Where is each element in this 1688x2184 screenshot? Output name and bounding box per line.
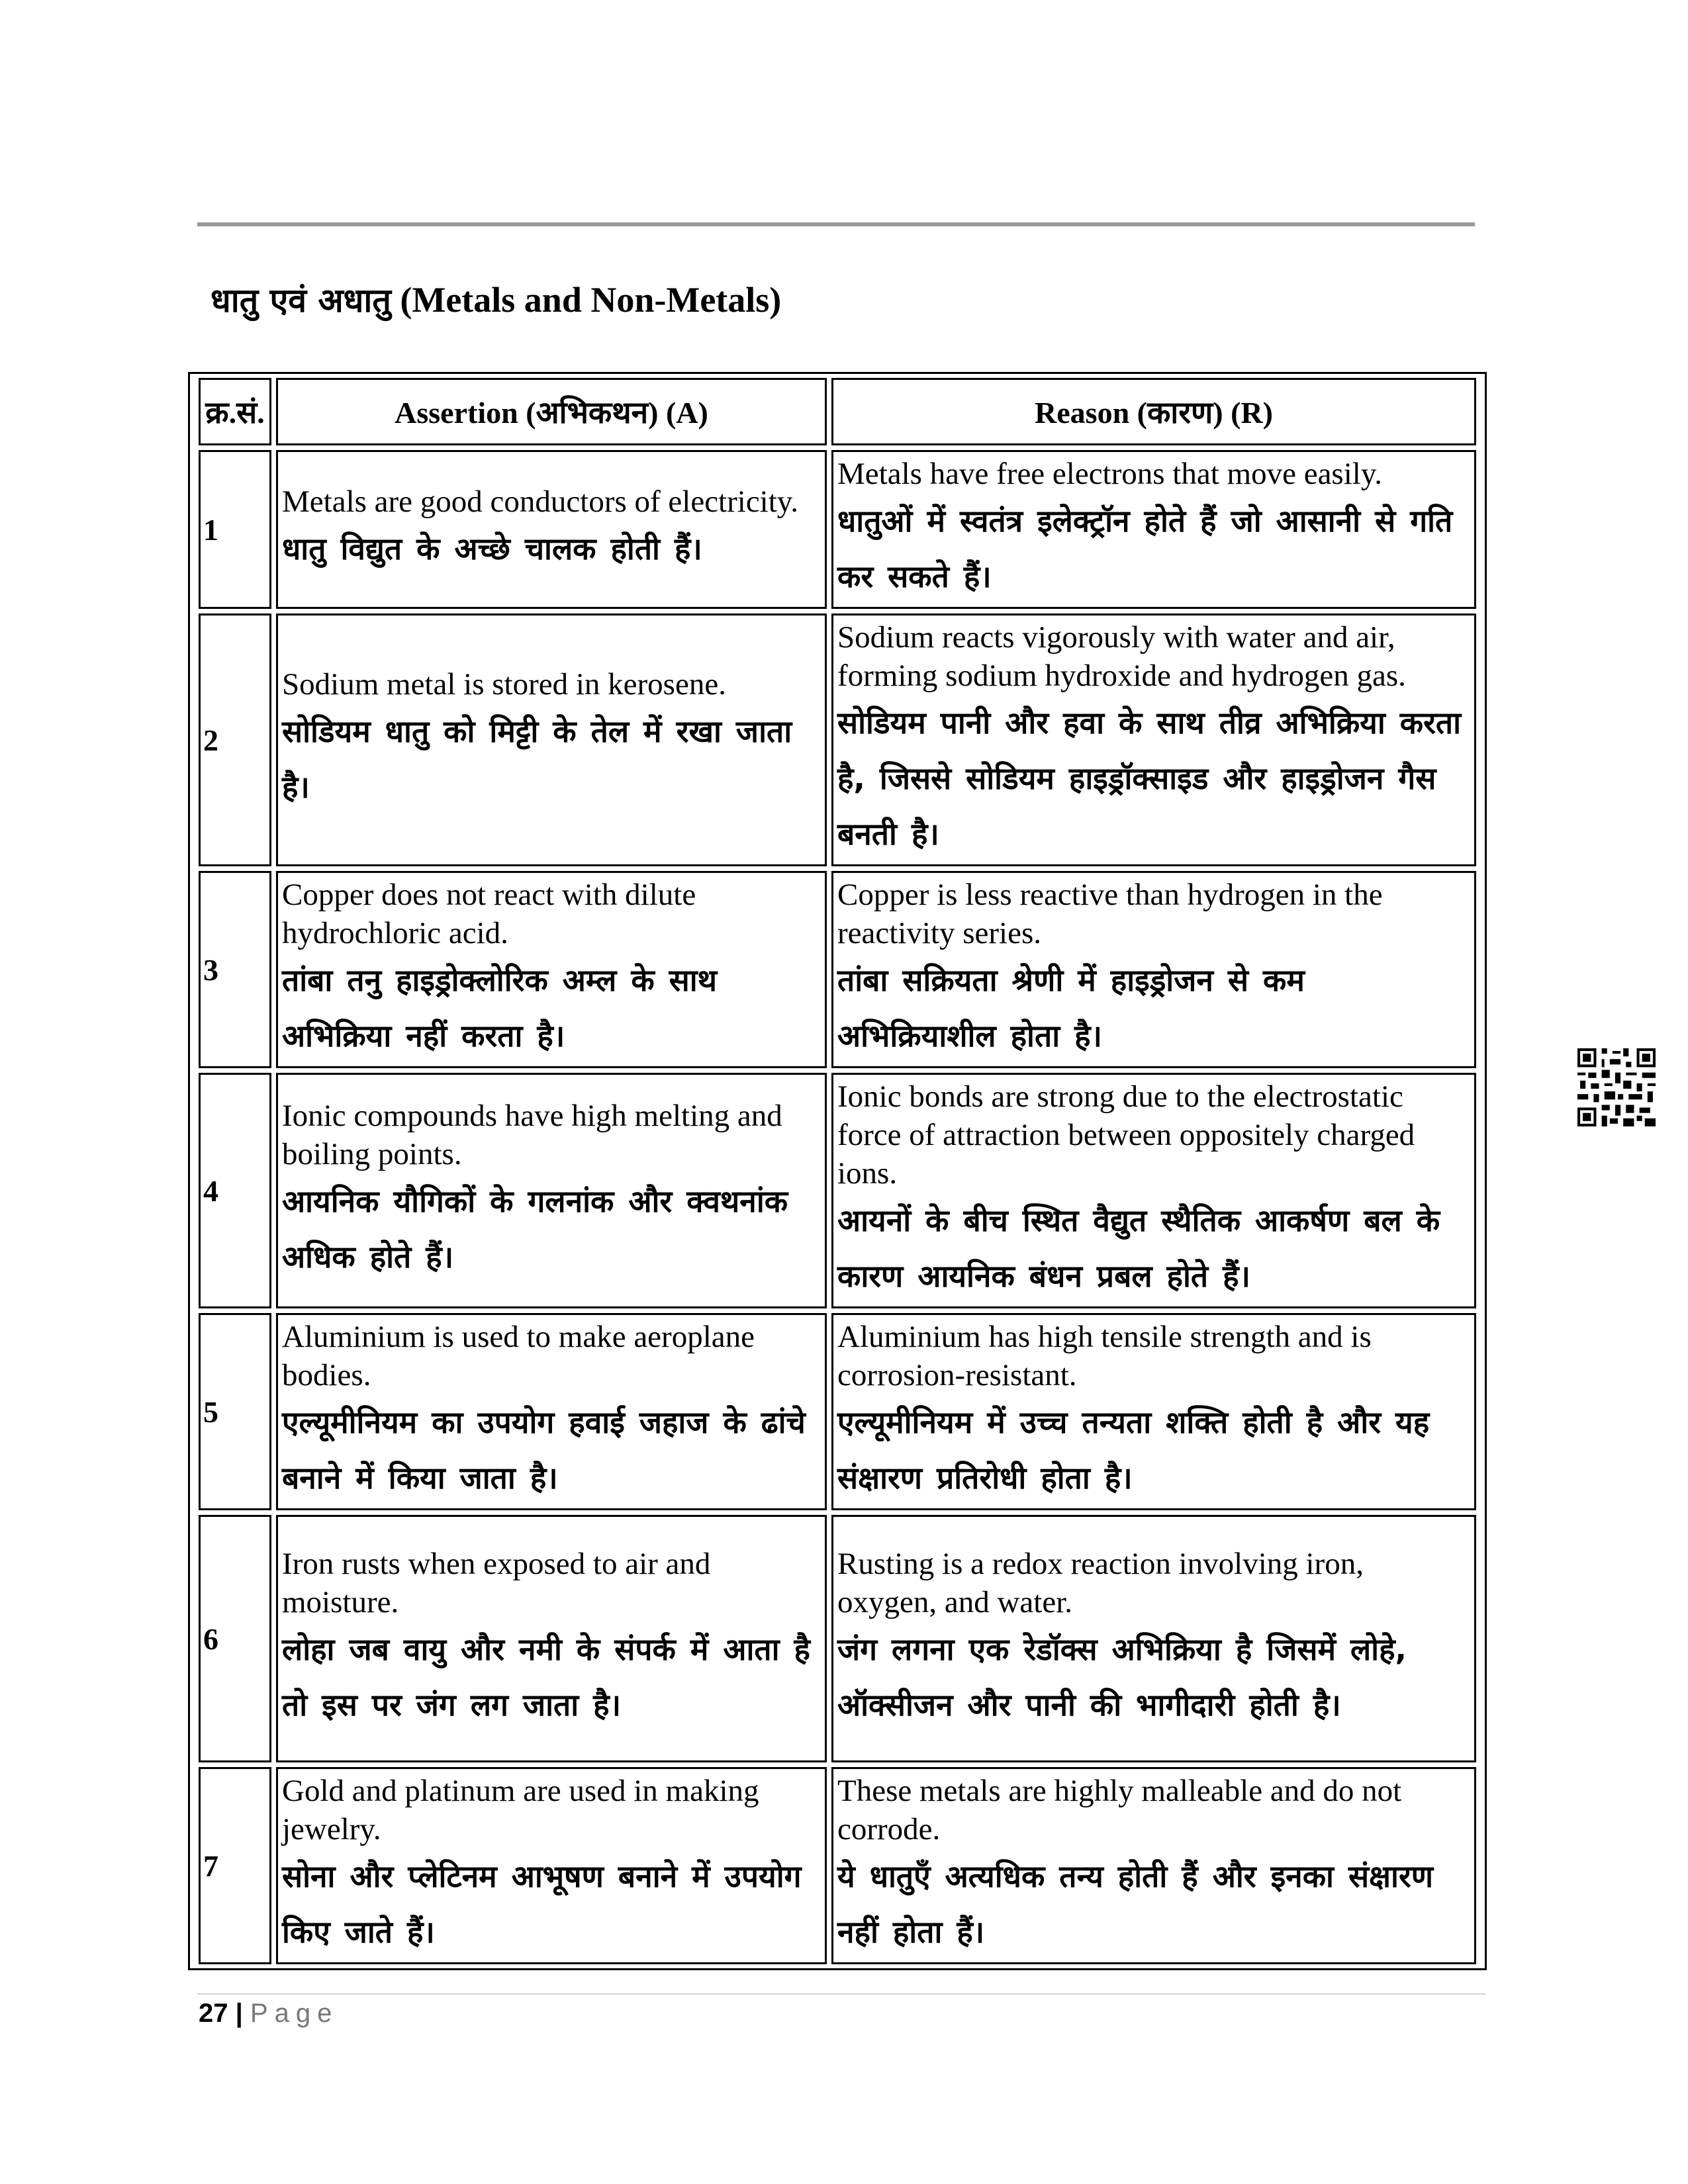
- reason-cell: [831, 1515, 1476, 1762]
- assertion-hindi: आयनिक यौगिकों के गलनांक और क्वथनांक अधिक होते हैं।: [282, 1183, 788, 1275]
- assertion-cell: [276, 1515, 827, 1762]
- header-reason: Reason (कारण) (R): [831, 378, 1476, 445]
- row-number: 2: [199, 614, 271, 866]
- page-heading: [211, 277, 781, 322]
- assertion-cell: [276, 1767, 827, 1964]
- header-serial: क्र.सं.: [199, 378, 271, 445]
- footer-separator: |: [235, 1999, 243, 2028]
- reason-english: These metals are highly malleable and do not corrode.: [837, 1774, 1402, 1846]
- assertion-cell: [276, 614, 827, 866]
- top-divider: [197, 222, 1475, 226]
- qr-code-icon[interactable]: [1577, 1048, 1656, 1126]
- table-row: [199, 614, 1476, 866]
- table-row: [199, 1313, 1476, 1510]
- reason-cell: [831, 1073, 1476, 1308]
- reason-hindi: जंग लगना एक रेडॉक्स अभिक्रिया है जिसमें लोहे, ऑक्सीजन और पानी की भागीदारी होती है।: [837, 1631, 1407, 1723]
- assertion-english: Sodium metal is stored in kerosene.: [282, 667, 726, 702]
- reason-cell: [831, 1767, 1476, 1964]
- row-number: 7: [199, 1767, 271, 1964]
- header-assertion: Assertion (अभिकथन) (A): [276, 378, 827, 445]
- footer-divider: [197, 1993, 1485, 1995]
- reason-cell: [831, 450, 1476, 609]
- table-row: [199, 1515, 1476, 1762]
- page-number: 27: [199, 1999, 228, 2028]
- table-row: [199, 871, 1476, 1068]
- assertion-english: Aluminium is used to make aeroplane bodies.: [282, 1320, 755, 1392]
- assertion-hindi: सोडियम धातु को मिट्टी के तेल में रखा जाता है।: [282, 713, 792, 805]
- table-row: [199, 1073, 1476, 1308]
- reason-english: Aluminium has high tensile strength and is corrosion-resistant.: [837, 1320, 1372, 1392]
- assertion-english: Copper does not react with dilute hydrochloric acid.: [282, 878, 696, 950]
- reason-hindi: आयनों के बीच स्थित वैद्युत स्थैतिक आकर्षण बल के कारण आयनिक बंधन प्रबल होते हैं।: [837, 1203, 1440, 1294]
- row-number: 5: [199, 1313, 271, 1510]
- assertion-cell: [276, 1073, 827, 1308]
- assertion-cell: [276, 1313, 827, 1510]
- heading-hindi: धातु एवं अधातु: [211, 281, 391, 320]
- reason-cell: [831, 871, 1476, 1068]
- assertion-english: Ionic compounds have high melting and boiling points.: [282, 1099, 782, 1171]
- reason-hindi: तांबा सक्रियता श्रेणी में हाइड्रोजन से कम अभिक्रियाशील होता है।: [837, 962, 1305, 1054]
- reason-cell: [831, 1313, 1476, 1510]
- reason-cell: [831, 614, 1476, 866]
- assertion-hindi: एल्यूमीनियम का उपयोग हवाई जहाज के ढांचे बनाने में किया जाता है।: [282, 1404, 806, 1496]
- assertion-hindi: धातु विद्युत के अच्छे चालक होती हैं।: [282, 531, 702, 567]
- reason-english: Sodium reacts vigorously with water and air, forming sodium hydroxide and hydrogen gas.: [837, 620, 1406, 693]
- assertion-english: Iron rusts when exposed to air and moisture.: [282, 1547, 711, 1619]
- reason-hindi: एल्यूमीनियम में उच्च तन्यता शक्ति होती है और यह संक्षारण प्रतिरोधी होता है।: [837, 1404, 1430, 1496]
- assertion-cell: [276, 871, 827, 1068]
- row-number: 6: [199, 1515, 271, 1762]
- assertion-hindi: तांबा तनु हाइड्रोक्लोरिक अम्ल के साथ अभिक्रिया नहीं करता है।: [282, 962, 718, 1054]
- table-row: [199, 450, 1476, 609]
- row-number: 3: [199, 871, 271, 1068]
- assertion-cell: [276, 450, 827, 609]
- row-number: 4: [199, 1073, 271, 1308]
- assertion-english: Metals are good conductors of electricity.: [282, 484, 798, 519]
- page-label: Page: [250, 1999, 339, 2028]
- page-footer: [199, 1999, 338, 2028]
- reason-english: Rusting is a redox reaction involving iron, oxygen, and water.: [837, 1547, 1364, 1619]
- heading-english: (Metals and Non-Metals): [400, 280, 782, 320]
- table-row: [199, 1767, 1476, 1964]
- assertion-reason-table-frame: [188, 372, 1487, 1970]
- reason-hindi: ये धातुएँ अत्यधिक तन्य होती हैं और इनका संक्षारण नहीं होता हैं।: [837, 1858, 1434, 1950]
- assertion-hindi: सोना और प्लेटिनम आभूषण बनाने में उपयोग किए जाते हैं।: [282, 1858, 802, 1950]
- reason-english: Ionic bonds are strong due to the electrostatic force of attraction between oppositely charged ions.: [837, 1079, 1415, 1191]
- reason-english: Metals have free electrons that move easily.: [837, 457, 1383, 491]
- row-number: 1: [199, 450, 271, 609]
- assertion-hindi: लोहा जब वायु और नमी के संपर्क में आता है तो इस पर जंग लग जाता है।: [282, 1631, 810, 1723]
- reason-english: Copper is less reactive than hydrogen in the reactivity series.: [837, 878, 1383, 950]
- assertion-reason-table: [194, 373, 1481, 1969]
- assertion-english: Gold and platinum are used in making jewelry.: [282, 1774, 759, 1846]
- reason-hindi: धातुओं में स्वतंत्र इलेक्ट्रॉन होते हैं जो आसानी से गति कर सकते हैं।: [837, 503, 1453, 594]
- reason-hindi: सोडियम पानी और हवा के साथ तीव्र अभिक्रिया करता है, जिससे सोडियम हाइड्रॉक्साइड और हाइड्रोजन गैस बनती है।: [837, 705, 1462, 852]
- table-header-row: [199, 378, 1476, 445]
